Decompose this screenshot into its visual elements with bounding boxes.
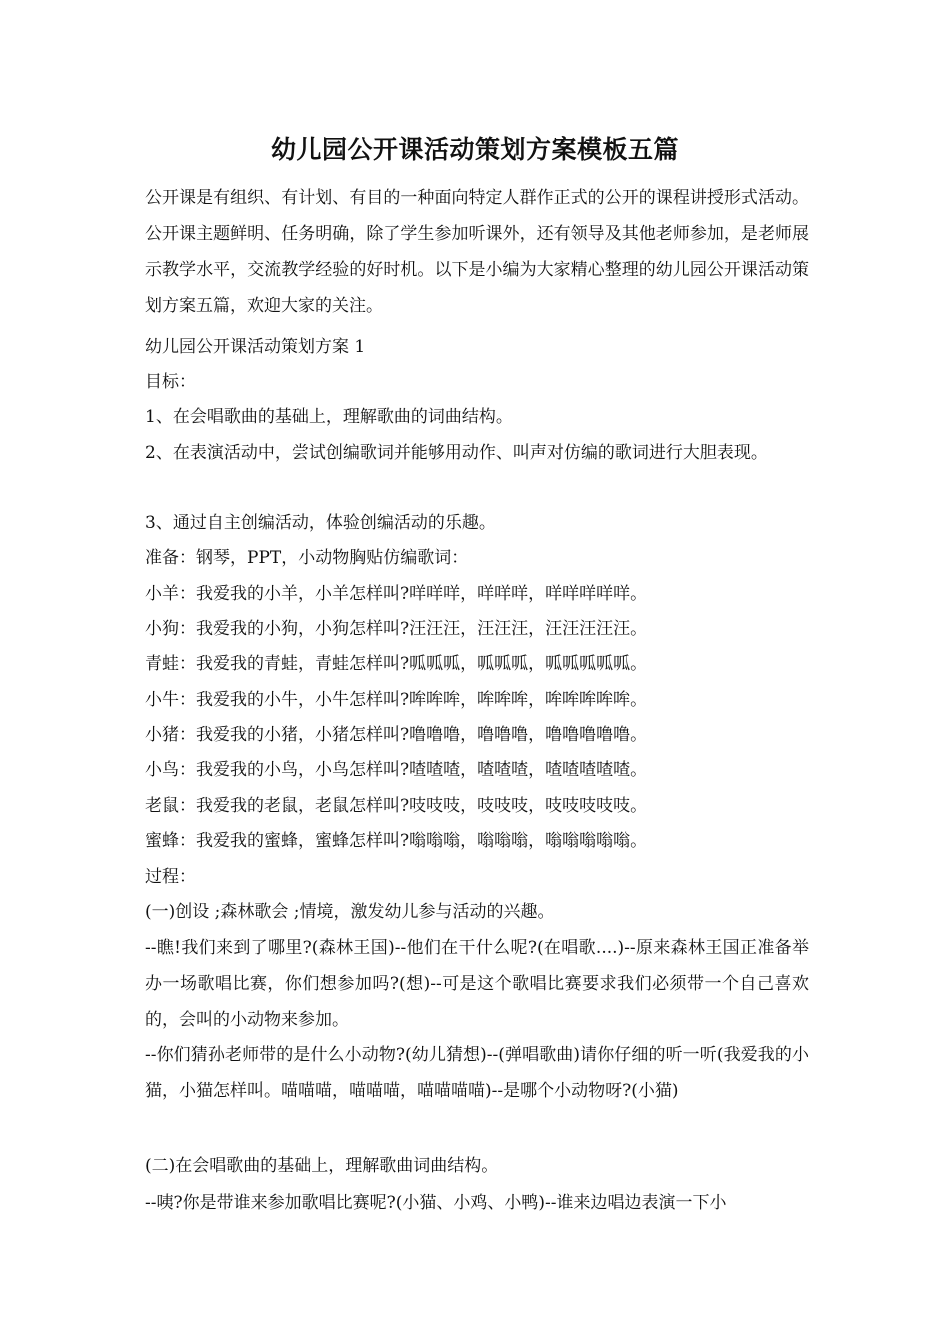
- step-2-heading: (二)在会唱歌曲的基础上，理解歌曲词曲结构。: [145, 1156, 499, 1176]
- step-1-heading: (一)创设 ;森林歌会 ;情境，激发幼儿参与活动的兴趣。: [145, 902, 555, 922]
- lyric-line: 小狗：我爱我的小狗，小狗怎样叫?汪汪汪，汪汪汪，汪汪汪汪汪。: [145, 619, 648, 639]
- lyric-line: 小鸟：我爱我的小鸟，小鸟怎样叫?喳喳喳，喳喳喳，喳喳喳喳喳。: [145, 760, 648, 780]
- step-2-paragraph-1: --咦?你是带谁来参加歌唱比赛呢?(小猫、小鸡、小鸭)--谁来边唱边表演一下小: [145, 1193, 727, 1213]
- document-title: 幼儿园公开课活动策划方案模板五篇: [270, 135, 679, 164]
- lyric-line: 小羊：我爱我的小羊，小羊怎样叫?咩咩咩，咩咩咩，咩咩咩咩咩。: [145, 584, 648, 604]
- goals-label: 目标：: [145, 372, 196, 392]
- lyric-line: 蜜蜂：我爱我的蜜蜂，蜜蜂怎样叫?嗡嗡嗡，嗡嗡嗡，嗡嗡嗡嗡嗡。: [145, 831, 648, 851]
- step-1-paragraph-1: --瞧!我们来到了哪里?(森林王国)--他们在干什么呢?(在唱歌....)--原来森林王国正准备举办一场歌唱比赛，你们想参加吗?(想)--可是这个歌唱比赛要求我们必须带一个自己喜欢的，会叫的小动物来参加。: [145, 938, 809, 1030]
- preparation-line: 准备：钢琴，PPT，小动物胸贴仿编歌词：: [145, 548, 469, 568]
- goal-item-3: 3、通过自主创编活动，体验创编活动的乐趣。: [145, 513, 496, 533]
- process-label: 过程：: [145, 867, 196, 887]
- lyric-line: 小牛：我爱我的小牛，小牛怎样叫?哞哞哞，哞哞哞，哞哞哞哞哞。: [145, 690, 648, 710]
- goal-item-2: 2、在表演活动中，尝试创编歌词并能够用动作、叫声对仿编的歌词进行大胆表现。: [145, 443, 768, 463]
- lyric-line: 小猪：我爱我的小猪，小猪怎样叫?噜噜噜，噜噜噜，噜噜噜噜噜。: [145, 725, 648, 745]
- section-heading: 幼儿园公开课活动策划方案 1: [145, 337, 366, 357]
- intro-paragraph: 公开课是有组织、有计划、有目的一种面向特定人群作正式的公开的课程讲授形式活动。公开课主题鲜明、任务明确，除了学生参加听课外，还有领导及其他老师参加，是老师展示教学水平，交流教学经验的好时机。以下是小编为大家精心整理的幼儿园公开课活动策划方案五篇，欢迎大家的关注。: [145, 188, 809, 316]
- step-1-paragraph-2: --你们猜孙老师带的是什么小动物?(幼儿猜想)--(弹唱歌曲)请你仔细的听一听(我爱我的小猫，小猫怎样叫。喵喵喵，喵喵喵，喵喵喵喵)--是哪个小动物呀?(小猫): [145, 1045, 809, 1101]
- lyric-line: 老鼠：我爱我的老鼠，老鼠怎样叫?吱吱吱，吱吱吱，吱吱吱吱吱。: [145, 796, 648, 816]
- goal-item-1: 1、在会唱歌曲的基础上，理解歌曲的词曲结构。: [145, 407, 513, 427]
- lyric-line: 青蛙：我爱我的青蛙，青蛙怎样叫?呱呱呱，呱呱呱，呱呱呱呱呱。: [145, 654, 648, 674]
